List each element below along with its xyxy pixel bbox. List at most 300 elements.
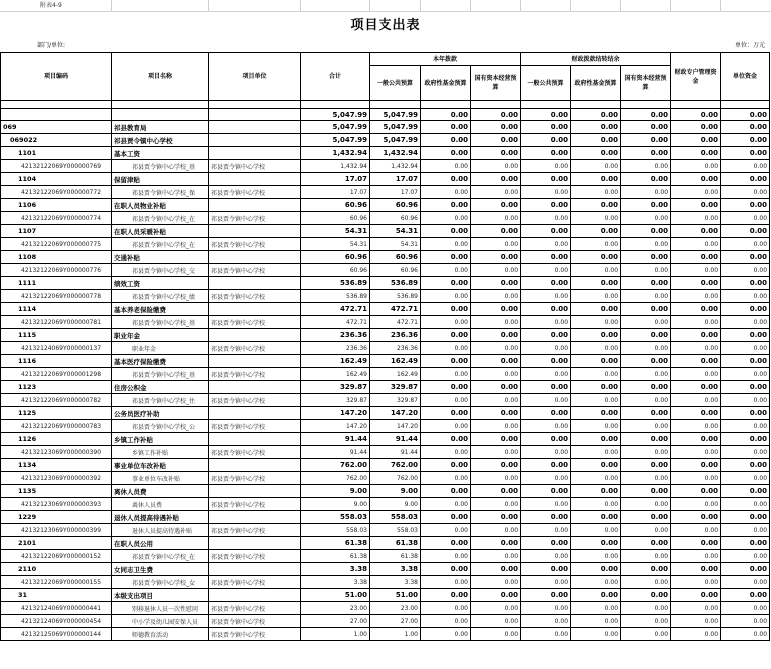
cell-name: 职业年金 [112, 329, 209, 342]
cell-unit: 祁县贾令镇中心学校 [209, 446, 301, 459]
cell-code: 42132123069Y000000392 [1, 472, 112, 485]
cell-amount: 0.00 [471, 199, 521, 212]
cell-amount: 0.00 [571, 277, 621, 290]
cell-amount: 91.44 [370, 446, 421, 459]
cell-amount: 0.00 [721, 381, 770, 394]
cell-unit [209, 251, 301, 264]
cell-amount: 558.03 [370, 511, 421, 524]
cell-amount: 27.00 [370, 615, 421, 628]
cell-amount: 0.00 [571, 160, 621, 173]
cell-amount: 162.49 [301, 355, 370, 368]
cell-amount: 0.00 [721, 277, 770, 290]
cell-amount: 0.00 [521, 199, 571, 212]
cell-name: 祁县贾令镇中心学校_交 [112, 264, 209, 277]
cell-amount: 0.00 [571, 498, 621, 511]
cell-amount: 472.71 [370, 316, 421, 329]
cell-amount: 0.00 [471, 368, 521, 381]
header-unit-fund: 单位资金 [721, 53, 770, 101]
cell-code: 2101 [1, 537, 112, 550]
table-row-group [1, 407, 770, 420]
cell-code: 42132124069Y000000454 [1, 615, 112, 628]
cell-name: 女同志卫生费 [112, 563, 209, 576]
cell-amount: 0.00 [471, 589, 521, 602]
table-row-group [1, 589, 770, 602]
cell-name: 公务员医疗补助 [112, 407, 209, 420]
cell-amount: 0.00 [471, 511, 521, 524]
header-co-soe-capital: 国有资本经营预算 [621, 66, 671, 101]
cell-amount: 0.00 [621, 121, 671, 134]
cell-amount: 0.00 [721, 498, 770, 511]
cell-unit [209, 134, 301, 147]
cell-amount: 0.00 [421, 459, 471, 472]
cell-amount: 17.07 [301, 173, 370, 186]
cell-amount: 3.38 [370, 563, 421, 576]
cell-code: 1135 [1, 485, 112, 498]
cell-amount: 0.00 [471, 342, 521, 355]
cell-name: 在职人员采暖补贴 [112, 225, 209, 238]
cell-amount: 329.87 [301, 394, 370, 407]
dept-label: 部门/单位: [37, 42, 66, 49]
table-row-item [1, 576, 770, 589]
cell-amount: 0.00 [421, 212, 471, 225]
cell-amount: 0.00 [721, 160, 770, 173]
cell-amount: 0.00 [621, 394, 671, 407]
cell-amount: 0.00 [421, 563, 471, 576]
cell-amount: 0.00 [671, 511, 721, 524]
cell-name: 绩效工资 [112, 277, 209, 290]
cell-name: 祁县贾令镇中心学校_基 [112, 160, 209, 173]
cell-amount: 0.00 [471, 225, 521, 238]
cell-amount: 236.36 [301, 329, 370, 342]
cell-amount: 91.44 [370, 433, 421, 446]
cell-amount: 5,047.99 [301, 134, 370, 147]
cell-amount: 0.00 [421, 173, 471, 186]
cell-amount: 61.38 [301, 550, 370, 563]
cell-name: 乡镇工作补贴 [112, 433, 209, 446]
cell-code: 42132124069Y000000137 [1, 342, 112, 355]
cell-amount: 9.00 [370, 498, 421, 511]
cell-amount: 0.00 [421, 498, 471, 511]
table-row-group [1, 173, 770, 186]
cell-amount: 0.00 [621, 550, 671, 563]
cell-amount: 0.00 [621, 329, 671, 342]
cell-amount: 0.00 [671, 602, 721, 615]
cell-amount: 0.00 [721, 407, 770, 420]
cell-amount: 0.00 [471, 615, 521, 628]
cell-name: 祁县贾令镇中心学校_基 [112, 316, 209, 329]
cell-name: 事业单位车改补贴 [112, 459, 209, 472]
cell-amount: 0.00 [571, 212, 621, 225]
cell-amount: 536.89 [370, 277, 421, 290]
cell-amount: 0.00 [421, 186, 471, 199]
header-special-account: 财政专户管理资金 [671, 53, 721, 101]
cell-amount: 0.00 [721, 212, 770, 225]
unit-label: 单位：万元 [734, 42, 765, 49]
cell-unit: 祁县贾令镇中心学校 [209, 264, 301, 277]
cell-amount: 0.00 [721, 628, 770, 641]
cell-amount: 0.00 [671, 199, 721, 212]
cell-unit [209, 147, 301, 160]
cell-amount: 0.00 [721, 303, 770, 316]
cell-amount: 0.00 [471, 355, 521, 368]
cell-amount: 0.00 [571, 446, 621, 459]
cell-name: 住房公积金 [112, 381, 209, 394]
summary-cell: 0.00 [421, 109, 471, 121]
table-row-group [1, 147, 770, 160]
cell-amount: 0.00 [721, 316, 770, 329]
cell-amount: 0.00 [571, 459, 621, 472]
cell-amount: 0.00 [571, 147, 621, 160]
cell-unit: 祁县贾令镇中心学校 [209, 186, 301, 199]
cell-amount: 162.49 [370, 355, 421, 368]
cell-amount: 0.00 [621, 433, 671, 446]
table-row-item [1, 264, 770, 277]
cell-amount: 147.20 [301, 420, 370, 433]
cell-name: 交通补贴 [112, 251, 209, 264]
cell-amount: 0.00 [421, 329, 471, 342]
cell-amount: 0.00 [621, 511, 671, 524]
cell-name: 祁县贾令镇中心学校_住 [112, 394, 209, 407]
cell-amount: 0.00 [571, 628, 621, 641]
cell-amount: 0.00 [521, 381, 571, 394]
cell-amount: 0.00 [671, 563, 721, 576]
cell-amount: 0.00 [421, 238, 471, 251]
cell-amount: 0.00 [421, 602, 471, 615]
cell-amount: 0.00 [471, 472, 521, 485]
cell-name: 祁县贾令镇中心学校_公 [112, 420, 209, 433]
cell-amount: 0.00 [571, 368, 621, 381]
cell-amount: 0.00 [721, 615, 770, 628]
cell-amount: 9.00 [370, 485, 421, 498]
cell-amount: 0.00 [471, 628, 521, 641]
cell-amount: 0.00 [421, 485, 471, 498]
cell-amount: 0.00 [521, 342, 571, 355]
cell-amount: 0.00 [721, 238, 770, 251]
page-title: 项目支出表 [350, 18, 421, 33]
cell-amount: 0.00 [671, 433, 721, 446]
cell-name: 祁县教育局 [112, 121, 209, 134]
cell-amount: 0.00 [721, 251, 770, 264]
cell-amount: 558.03 [370, 524, 421, 537]
table-row-group [1, 121, 770, 134]
cell-amount: 0.00 [671, 186, 721, 199]
cell-amount: 60.96 [301, 251, 370, 264]
dept-row [0, 40, 771, 52]
table-row-group [1, 563, 770, 576]
cell-amount: 0.00 [421, 303, 471, 316]
cell-amount: 0.00 [521, 615, 571, 628]
cell-amount: 0.00 [571, 381, 621, 394]
cell-amount: 472.71 [370, 303, 421, 316]
cell-name: 祁县贾令镇中心学校_基 [112, 368, 209, 381]
table-row-group [1, 134, 770, 147]
cell-amount: 558.03 [301, 511, 370, 524]
header-name: 项目名称 [112, 53, 209, 101]
cell-amount: 0.00 [721, 537, 770, 550]
grid-line [470, 0, 471, 12]
cell-amount: 0.00 [471, 277, 521, 290]
table-row-item [1, 446, 770, 459]
table-row-group [1, 303, 770, 316]
blank-row [1, 101, 770, 109]
cell-code: 42132122069Y000000775 [1, 238, 112, 251]
cell-amount: 0.00 [421, 199, 471, 212]
summary-cell: 0.00 [521, 109, 571, 121]
cell-amount: 0.00 [521, 264, 571, 277]
cell-code: 1125 [1, 407, 112, 420]
cell-amount: 0.00 [421, 511, 471, 524]
cell-amount: 0.00 [671, 420, 721, 433]
cell-code: 069022 [1, 134, 112, 147]
grid-line [620, 0, 621, 12]
table-row-item [1, 394, 770, 407]
table-row-item [1, 615, 770, 628]
cell-amount: 0.00 [571, 524, 621, 537]
cell-unit: 祁县贾令镇中心学校 [209, 394, 301, 407]
cell-amount: 0.00 [471, 498, 521, 511]
table-row-item [1, 368, 770, 381]
cell-amount: 0.00 [521, 355, 571, 368]
cell-amount: 147.20 [370, 420, 421, 433]
summary-cell: 5,047.99 [370, 109, 421, 121]
cell-unit: 祁县贾令镇中心学校 [209, 342, 301, 355]
cell-code: 1126 [1, 433, 112, 446]
cell-amount: 0.00 [421, 615, 471, 628]
cell-code: 42132122069Y000000781 [1, 316, 112, 329]
cell-amount: 0.00 [471, 173, 521, 186]
cell-amount: 0.00 [621, 563, 671, 576]
cell-amount: 61.38 [370, 550, 421, 563]
table-row-group [1, 459, 770, 472]
header-unit: 项目单位 [209, 53, 301, 101]
cell-amount: 0.00 [621, 602, 671, 615]
cell-amount: 0.00 [521, 511, 571, 524]
grid-line [520, 0, 521, 12]
cell-amount: 0.00 [571, 329, 621, 342]
header-co-gen-budget: 一般公共预算 [521, 66, 571, 101]
cell-amount: 0.00 [471, 251, 521, 264]
cell-name: 祁县贾令镇中心学校 [112, 134, 209, 147]
cell-amount: 1,432.94 [301, 147, 370, 160]
cell-amount: 0.00 [621, 368, 671, 381]
cell-amount: 0.00 [521, 316, 571, 329]
cell-name: 基本养老保险缴费 [112, 303, 209, 316]
cell-amount: 0.00 [571, 238, 621, 251]
cell-code: 42132123069Y000000393 [1, 498, 112, 511]
cell-unit [209, 563, 301, 576]
cell-amount: 329.87 [370, 394, 421, 407]
cell-amount: 0.00 [621, 147, 671, 160]
cell-amount: 0.00 [671, 368, 721, 381]
cell-amount: 0.00 [671, 524, 721, 537]
cell-amount: 0.00 [571, 550, 621, 563]
cell-name: 中小学及幼儿园安保人员 [112, 615, 209, 628]
cell-amount: 0.00 [621, 251, 671, 264]
cell-amount: 0.00 [671, 342, 721, 355]
cell-amount: 762.00 [370, 459, 421, 472]
cell-amount: 0.00 [721, 485, 770, 498]
table-row-group [1, 433, 770, 446]
cell-amount: 0.00 [621, 316, 671, 329]
cell-amount: 0.00 [471, 459, 521, 472]
cell-amount: 54.31 [370, 225, 421, 238]
cell-code: 069 [1, 121, 112, 134]
table-row-group [1, 381, 770, 394]
grid-line [369, 0, 370, 12]
cell-amount: 0.00 [671, 147, 721, 160]
cell-amount: 0.00 [671, 394, 721, 407]
cell-amount: 0.00 [521, 277, 571, 290]
cell-amount: 558.03 [301, 524, 370, 537]
cell-amount: 0.00 [421, 225, 471, 238]
cell-amount: 236.36 [301, 342, 370, 355]
cell-amount: 0.00 [671, 446, 721, 459]
cell-code: 1101 [1, 147, 112, 160]
cell-amount: 0.00 [471, 602, 521, 615]
cell-amount: 0.00 [671, 303, 721, 316]
cell-amount: 0.00 [671, 459, 721, 472]
cell-code: 1108 [1, 251, 112, 264]
cell-amount: 0.00 [521, 550, 571, 563]
cell-code: 42132122069Y000000774 [1, 212, 112, 225]
cell-amount: 0.00 [621, 277, 671, 290]
cell-name: 职业年金 [112, 342, 209, 355]
table-row-group [1, 277, 770, 290]
cell-amount: 0.00 [471, 121, 521, 134]
cell-unit [209, 173, 301, 186]
cell-unit: 祁县贾令镇中心学校 [209, 368, 301, 381]
cell-amount: 0.00 [521, 160, 571, 173]
cell-amount: 0.00 [621, 407, 671, 420]
cell-unit [209, 407, 301, 420]
cell-amount: 0.00 [721, 173, 770, 186]
cell-amount: 27.00 [301, 615, 370, 628]
cell-amount: 0.00 [521, 407, 571, 420]
cell-amount: 0.00 [521, 212, 571, 225]
cell-name: 祁县贾令镇中心学校_保 [112, 186, 209, 199]
cell-name: 保留津贴 [112, 173, 209, 186]
cell-amount: 0.00 [721, 121, 770, 134]
cell-amount: 0.00 [471, 147, 521, 160]
cell-amount: 0.00 [421, 134, 471, 147]
table-row-group [1, 537, 770, 550]
cell-amount: 0.00 [671, 628, 721, 641]
cell-amount: 3.38 [301, 563, 370, 576]
cell-code: 1123 [1, 381, 112, 394]
cell-amount: 3.38 [301, 576, 370, 589]
grid-line [670, 0, 671, 12]
cell-unit: 祁县贾令镇中心学校 [209, 550, 301, 563]
cell-amount: 0.00 [621, 238, 671, 251]
cell-code: 42132122069Y000000769 [1, 160, 112, 173]
cell-amount: 0.00 [671, 277, 721, 290]
cell-unit [209, 459, 301, 472]
cell-amount: 0.00 [521, 368, 571, 381]
cell-amount: 162.49 [370, 368, 421, 381]
cell-amount: 0.00 [621, 134, 671, 147]
file-number: 附表4-9 [0, 0, 771, 12]
cell-amount: 0.00 [471, 238, 521, 251]
cell-amount: 0.00 [721, 589, 770, 602]
cell-amount: 54.31 [301, 238, 370, 251]
table-row-group [1, 485, 770, 498]
cell-unit [209, 485, 301, 498]
grid-line [208, 0, 209, 12]
cell-amount: 0.00 [571, 537, 621, 550]
cell-amount: 0.00 [671, 212, 721, 225]
cell-amount: 236.36 [370, 342, 421, 355]
cell-amount: 0.00 [471, 446, 521, 459]
cell-amount: 9.00 [301, 485, 370, 498]
summary-cell: 0.00 [471, 109, 521, 121]
table-row-group [1, 511, 770, 524]
cell-amount: 0.00 [621, 160, 671, 173]
cell-amount: 17.07 [370, 173, 421, 186]
cell-unit [209, 537, 301, 550]
cell-amount: 0.00 [471, 329, 521, 342]
cell-amount: 0.00 [721, 290, 770, 303]
cell-name: 离休人员费 [112, 485, 209, 498]
cell-amount: 0.00 [621, 537, 671, 550]
cell-name: 祁县贾令镇中心学校_女 [112, 576, 209, 589]
cell-amount: 0.00 [671, 251, 721, 264]
cell-amount: 0.00 [571, 173, 621, 186]
cell-amount: 0.00 [521, 290, 571, 303]
cell-amount: 0.00 [421, 121, 471, 134]
cell-unit: 祁县贾令镇中心学校 [209, 238, 301, 251]
cell-amount: 23.00 [370, 602, 421, 615]
cell-amount: 0.00 [621, 199, 671, 212]
cell-amount: 0.00 [471, 212, 521, 225]
cell-amount: 0.00 [421, 147, 471, 160]
cell-name: 事业单位车改补贴 [112, 472, 209, 485]
cell-amount: 91.44 [301, 433, 370, 446]
cell-name: 在职人员公用 [112, 537, 209, 550]
cell-amount: 0.00 [521, 394, 571, 407]
cell-amount: 0.00 [721, 550, 770, 563]
cell-amount: 0.00 [571, 342, 621, 355]
cell-amount: 0.00 [571, 433, 621, 446]
cell-amount: 0.00 [721, 446, 770, 459]
cell-amount: 0.00 [721, 355, 770, 368]
cell-amount: 0.00 [621, 381, 671, 394]
cell-code: 1107 [1, 225, 112, 238]
cell-amount: 23.00 [301, 602, 370, 615]
cell-code: 1116 [1, 355, 112, 368]
cell-amount: 0.00 [571, 290, 621, 303]
cell-amount: 0.00 [471, 186, 521, 199]
cell-amount: 0.00 [521, 498, 571, 511]
header-soe-capital: 国有资本经营预算 [471, 66, 521, 101]
cell-amount: 0.00 [471, 563, 521, 576]
table-row-item [1, 316, 770, 329]
cell-amount: 1,432.94 [370, 160, 421, 173]
cell-amount: 0.00 [421, 290, 471, 303]
cell-amount: 0.00 [721, 602, 770, 615]
summary-cell: 0.00 [721, 109, 770, 121]
cell-amount: 54.31 [301, 225, 370, 238]
cell-amount: 0.00 [721, 199, 770, 212]
cell-amount: 0.00 [621, 472, 671, 485]
cell-amount: 0.00 [471, 433, 521, 446]
cell-code: 42132125069Y000000144 [1, 628, 112, 641]
cell-amount: 0.00 [721, 147, 770, 160]
grid-line [720, 0, 721, 12]
cell-unit [209, 355, 301, 368]
cell-amount: 0.00 [421, 160, 471, 173]
cell-amount: 0.00 [671, 407, 721, 420]
cell-amount: 0.00 [621, 628, 671, 641]
